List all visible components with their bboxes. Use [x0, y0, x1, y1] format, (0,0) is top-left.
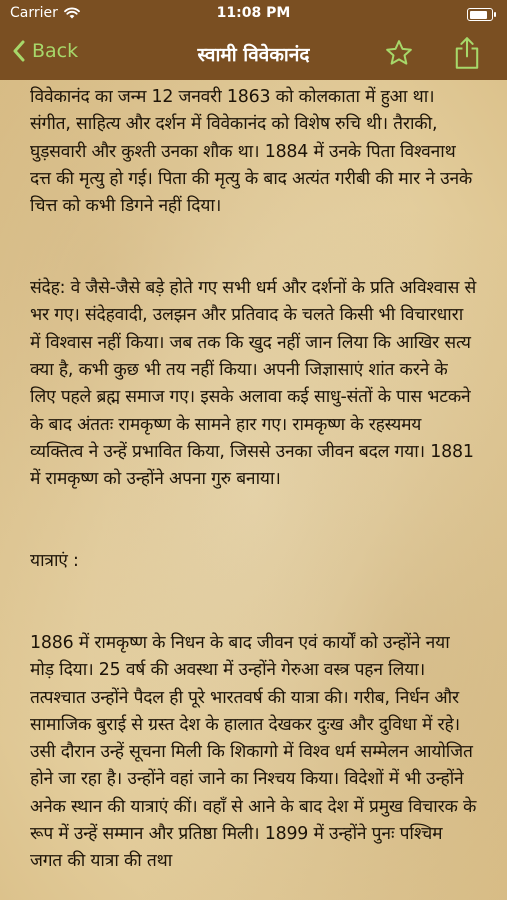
navigation-bar: [0, 28, 507, 80]
status-bar: [0, 0, 507, 28]
back-label: Back: [32, 40, 79, 62]
star-outline-icon: [384, 38, 414, 68]
article-body: [0, 80, 507, 876]
paragraph-travels: 1886 में रामकृष्ण के निधन के बाद जीवन एवं कार्यों को उन्होंने नया मोड़ दिया। 25 वर्ष की अवस्था में उन्होंने गेरुआ वस्त्र पहन लिया। तत्पश्चात उन्होंने पैदल ही पूरे भारतवर्ष की यात्रा की। गरीब, निर्धन और सामाजिक बुराई से ग्रस्त देश के हालात देखकर दुःख और दुविधा में रहे। उसी दौरान उन्हें सूचना मिली कि शिकागो में विश्व धर्म सम्मेलन आयोजित होने जा रहा है। उन्होंने वहां जाने का निश्चय किया। विदेशों में भी उन्होंने अनेक स्थान की यात्राएं कीं। वहाँ से आने के बाद देश में प्रमुख विचारक के रूप में उन्हें सम्मान और प्रतिष्ठा मिली। 1899 में उन्होंने पुनः पश्चिम जगत की यात्रा की तथा: [30, 632, 482, 872]
paragraph-gap: [30, 521, 477, 548]
paragraph-intro: विवेकानंद का जन्म 12 जनवरी 1863 को कोलकाता में हुआ था। संगीत, साहित्य और दर्शन में विवेकानंद को विशेष रुचि थी। तैराकी, घुड़सवारी और कुश्ती उनका शौक था। 1884 में उनके पिता विश्वनाथ दत्त की मृत्यु हो गई। पिता की मृत्यु के बाद अत्यंत गरीबी की मार ने उनके चित्त को कभी डिगने नहीं दिया।: [30, 87, 478, 217]
page-title: स्वामी विवेकानंद: [197, 44, 310, 66]
share-button[interactable]: [453, 36, 481, 74]
battery-icon: [467, 8, 493, 21]
share-icon: [453, 36, 481, 70]
paragraph-gap: [30, 248, 477, 275]
paragraph-gap: [30, 603, 477, 630]
article-content[interactable]: [0, 80, 507, 900]
favorite-button[interactable]: [384, 38, 414, 72]
battery-fill: [470, 11, 487, 19]
status-time: 11:08 PM: [216, 5, 291, 21]
section-heading-travels: यात्राएं :: [30, 551, 79, 572]
paragraph-doubt: संदेह: वे जैसे-जैसे बड़े होते गए सभी धर्म और दर्शनों के प्रति अविश्वास से भर गए। संदेहवादी, उलझन और प्रतिवाद के चलते किसी भी विचारधारा में विश्वास नहीं किया। जब तक कि खुद नहीं जान लिया कि आखिर सत्य क्या है, कभी कुछ भी तय नहीं किया। अपनी जिज्ञासाएं शांत करने के लिए पहले ब्रह्म समाज गए। इसके अलावा कई साधु-संतों के पास भटकने के बाद अंततः रामकृष्ण के सामने हार गए। रामकृष्ण के रहस्यमय व्यक्तित्व ने उन्हें प्रभावित किया, जिससे उनका जीवन बदल गया। 1881 में रामकृष्ण को उन्होंने अपना गुरु बनाया।: [30, 278, 482, 490]
carrier-label: Carrier: [10, 5, 58, 21]
